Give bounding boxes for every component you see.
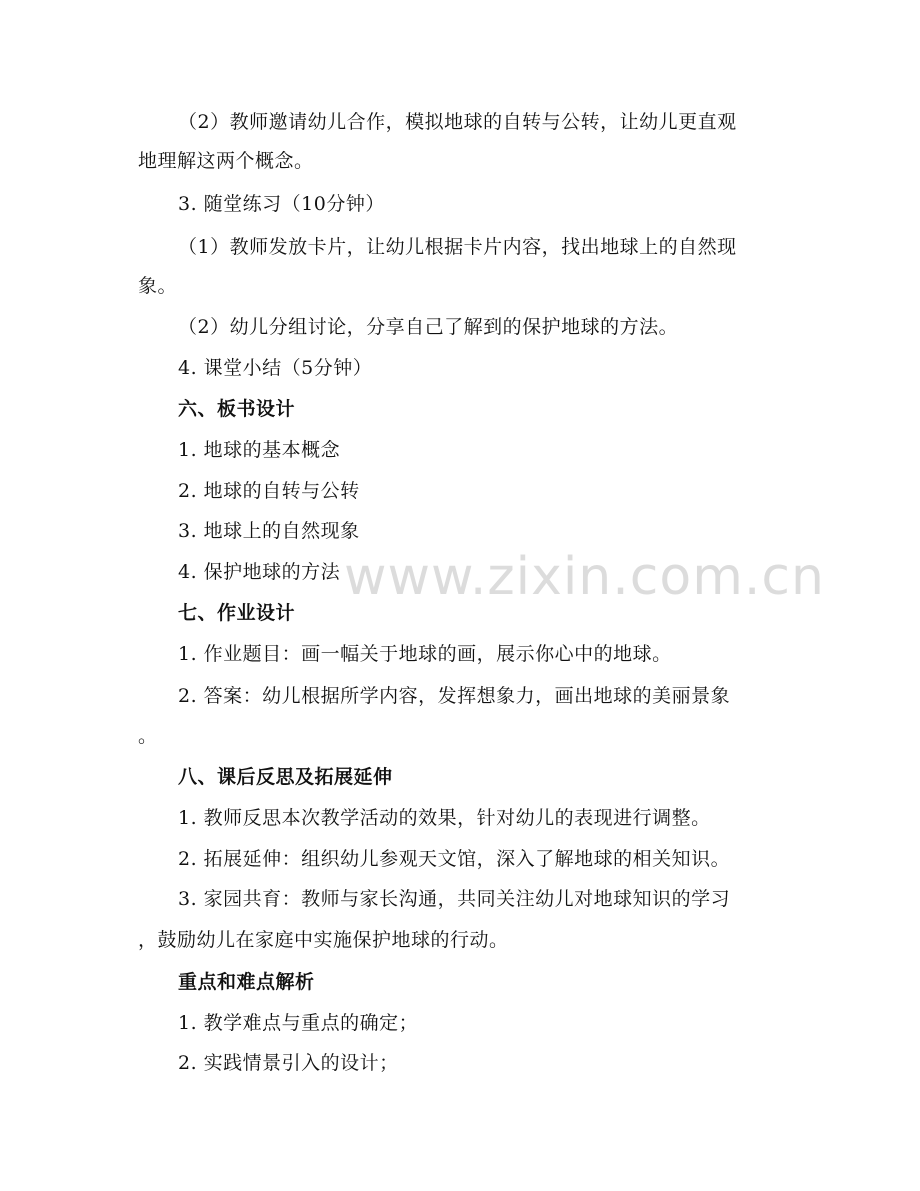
list-item-continuation: ，鼓励幼儿在家庭中实施保护地球的行动。 [138,929,509,951]
list-item-continuation: 。 [138,725,158,747]
section-heading: 重点和难点解析 [178,971,315,993]
paragraph-line: 3. 随堂练习（10分钟） [178,193,385,215]
list-item: 2. 拓展延伸：组织幼儿参观天文馆，深入了解地球的相关知识。 [178,848,731,870]
paragraph-line: 象。 [138,275,178,297]
list-item: 2. 答案：幼儿根据所学内容，发挥想象力，画出地球的美丽景象 [178,685,731,707]
section-heading: 七、作业设计 [178,602,296,624]
section-heading: 六、板书设计 [178,398,296,420]
paragraph-line: 4. 课堂小结（5分钟） [178,357,373,379]
list-item: 1. 教师反思本次教学活动的效果，针对幼儿的表现进行调整。 [178,807,711,829]
list-item: 3. 地球上的自然现象 [178,520,360,542]
paragraph-line: （2）教师邀请幼儿合作，模拟地球的自转与公转，让幼儿更直观 [178,111,737,133]
list-item: 2. 实践情景引入的设计； [178,1052,399,1074]
section-heading: 八、课后反思及拓展延伸 [178,766,393,788]
list-item: 1. 地球的基本概念 [178,439,341,461]
watermark: www.zixin.com.cn [344,547,825,607]
paragraph-line: 地理解这两个概念。 [138,150,314,172]
list-item: 4. 保护地球的方法 [178,561,341,583]
paragraph-line: （2）幼儿分组讨论，分享自己了解到的保护地球的方法。 [178,316,679,338]
list-item: 3. 家园共育：教师与家长沟通，共同关注幼儿对地球知识的学习 [178,888,731,910]
list-item: 1. 教学难点与重点的确定； [178,1012,419,1034]
paragraph-line: （1）教师发放卡片，让幼儿根据卡片内容，找出地球上的自然现 [178,236,737,258]
list-item: 1. 作业题目：画一幅关于地球的画，展示你心中的地球。 [178,643,672,665]
list-item: 2. 地球的自转与公转 [178,480,360,502]
